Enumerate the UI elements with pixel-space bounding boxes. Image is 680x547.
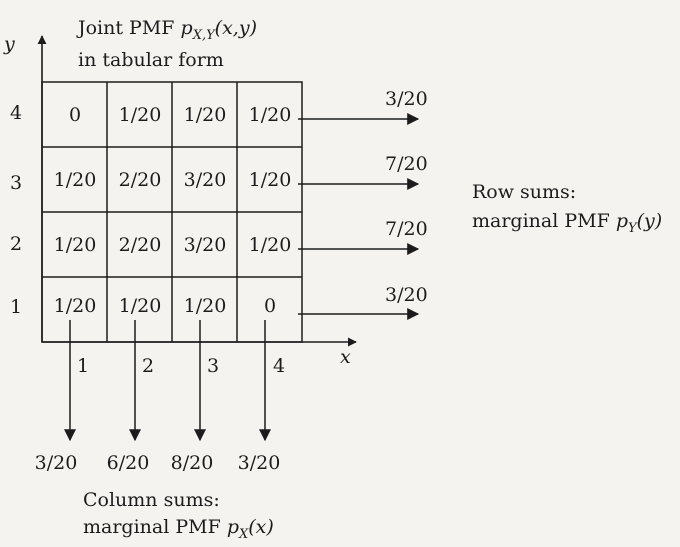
x-tick-3: 3 [207, 355, 220, 377]
table-cell-x1-y2: 1/20 [53, 234, 97, 256]
table-cell-x1-y1: 1/20 [53, 295, 97, 317]
col-sum-x2: 6/20 [106, 452, 150, 474]
table-cell-x1-y4: 0 [68, 104, 82, 126]
x-axis-label: x [340, 346, 351, 368]
row-caption-prefix: marginal PMF [472, 210, 616, 232]
diagram-subtitle: in tabular form [78, 49, 224, 71]
table-cell-x3-y2: 3/20 [183, 234, 227, 256]
row-sums-caption: Row sums: [472, 181, 577, 203]
table-cell-x4-y3: 1/20 [248, 169, 292, 191]
diagram-title [78, 17, 257, 43]
title-symbol: p [180, 17, 193, 39]
row-caption-symbol: p [615, 210, 628, 232]
row-sums-caption-line2 [472, 210, 662, 236]
row-caption-subscript: Y [627, 220, 637, 236]
title-args: (x,y) [214, 17, 257, 39]
column-sums-caption-line2 [83, 516, 274, 542]
x-tick-4: 4 [273, 355, 286, 377]
column-caption-prefix: marginal PMF [83, 516, 227, 538]
column-sums-caption: Column sums: [83, 489, 220, 511]
title-subscript: X,Y [192, 27, 215, 43]
table-cell-x3-y1: 1/20 [183, 295, 227, 317]
table-cell-x3-y4: 1/20 [183, 104, 227, 126]
row-sum-y1: 3/20 [385, 284, 428, 306]
table-cell-x4-y4: 1/20 [248, 104, 292, 126]
col-sum-x1: 3/20 [34, 452, 78, 474]
row-sum-y2: 7/20 [385, 218, 428, 240]
table-cell-x2-y4: 1/20 [118, 104, 162, 126]
column-caption-args: (x) [248, 516, 274, 538]
table-cell-x4-y2: 1/20 [248, 234, 292, 256]
table-cell-x4-y1: 0 [263, 295, 277, 317]
y-tick-2: 2 [10, 233, 23, 255]
col-sum-x3: 8/20 [170, 452, 214, 474]
row-caption-args: (y) [636, 210, 663, 232]
table-cell-x1-y3: 1/20 [53, 169, 97, 191]
column-caption-subscript: X [238, 526, 249, 542]
y-tick-4: 4 [10, 102, 23, 124]
y-tick-3: 3 [10, 172, 23, 194]
table-cell-x2-y2: 2/20 [118, 234, 162, 256]
table-cell-x2-y1: 1/20 [118, 295, 162, 317]
row-sum-y3: 7/20 [385, 153, 428, 175]
x-tick-1: 1 [77, 355, 90, 377]
y-tick-1: 1 [10, 296, 23, 318]
column-caption-symbol: p [226, 516, 239, 538]
y-axis-label: y [4, 33, 15, 55]
row-sum-y4: 3/20 [385, 88, 428, 110]
table-cell-x3-y3: 3/20 [183, 169, 227, 191]
table-cell-x2-y3: 2/20 [118, 169, 162, 191]
x-tick-2: 2 [142, 355, 155, 377]
title-prefix: Joint PMF [78, 17, 181, 39]
col-sum-x4: 3/20 [237, 452, 281, 474]
